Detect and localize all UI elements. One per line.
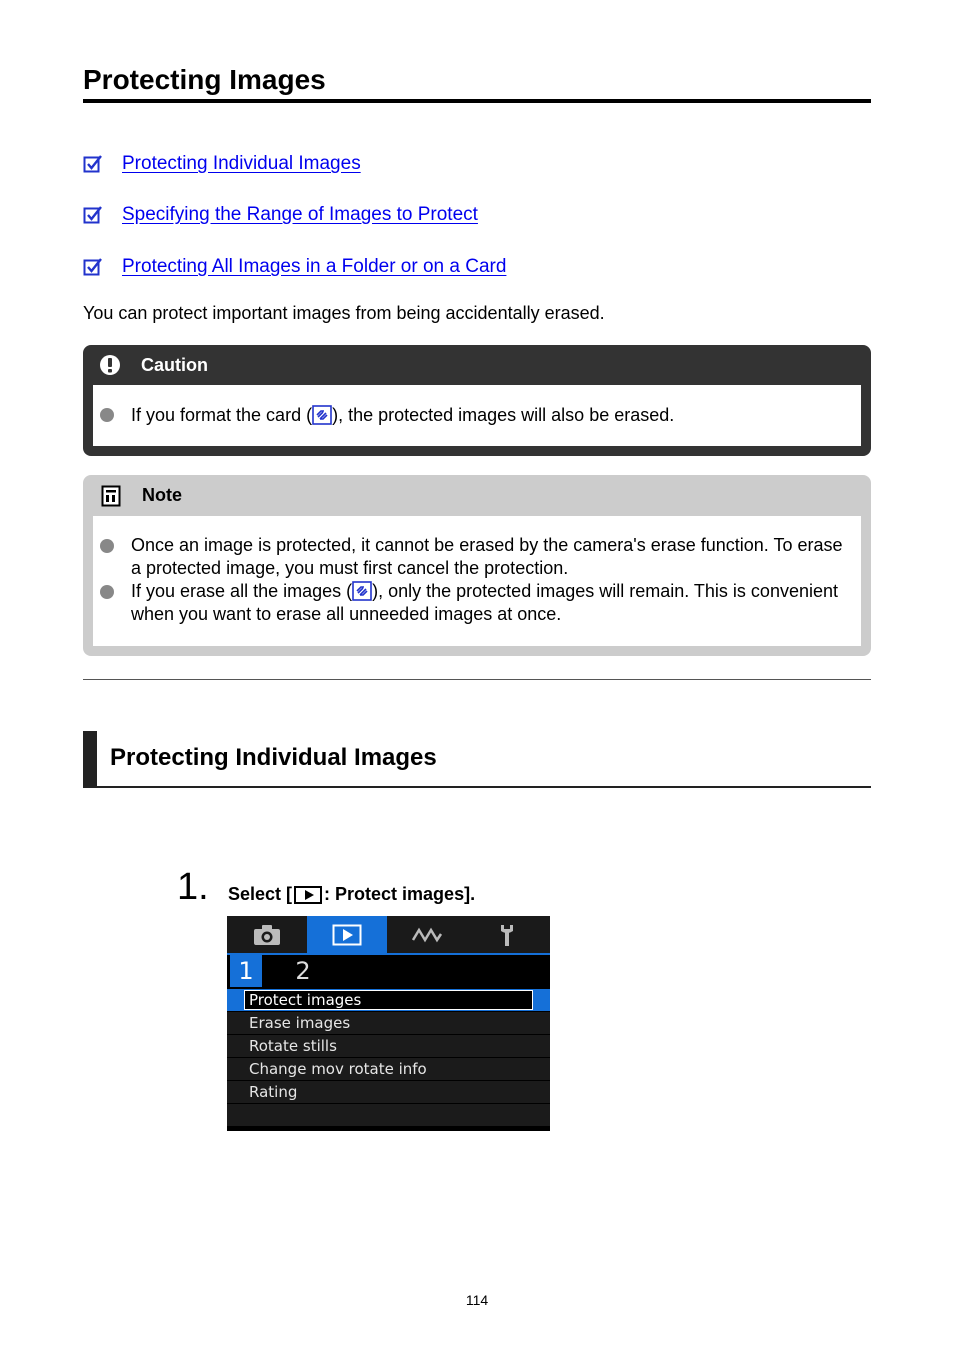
exclamation-icon bbox=[99, 354, 121, 376]
wrench-icon bbox=[498, 923, 516, 947]
step-instruction bbox=[228, 884, 475, 905]
bullet bbox=[100, 408, 114, 422]
toc-item[interactable] bbox=[83, 254, 506, 280]
checkbox-arrow-icon bbox=[83, 205, 103, 225]
camera-page-row bbox=[227, 955, 550, 989]
toc-item[interactable] bbox=[83, 151, 361, 177]
step-suffix: : Protect images]. bbox=[324, 884, 476, 904]
wave-icon bbox=[411, 926, 443, 944]
camera-icon bbox=[253, 924, 281, 946]
checkbox-arrow-icon bbox=[83, 257, 103, 277]
camera-tab-bar bbox=[227, 916, 550, 953]
caution-heading: Caution bbox=[141, 354, 208, 375]
custom-tab bbox=[387, 916, 467, 953]
note-body bbox=[93, 516, 861, 646]
note-header bbox=[83, 475, 182, 516]
playback-icon bbox=[332, 924, 362, 946]
playback-icon bbox=[294, 886, 322, 904]
page-tab-2: 2 bbox=[295, 957, 311, 985]
note-heading: Note bbox=[142, 485, 182, 505]
menu-item-empty bbox=[227, 1104, 550, 1126]
camera-tab bbox=[227, 916, 307, 953]
caution-text-before: If you format the card ( bbox=[131, 405, 313, 425]
step-prefix: Select [ bbox=[228, 884, 293, 904]
title-rule bbox=[83, 99, 871, 103]
caution-box bbox=[83, 345, 871, 456]
section-title: Protecting Individual Images bbox=[110, 744, 437, 771]
checkbox-arrow-icon bbox=[83, 154, 103, 174]
menu-item-change-mov-rotate: Change mov rotate info bbox=[227, 1058, 550, 1080]
note-item bbox=[131, 580, 851, 626]
section-bar bbox=[83, 731, 97, 788]
memo-icon bbox=[101, 485, 121, 507]
toc-link-protecting-individual-images[interactable]: Protecting Individual Images bbox=[122, 153, 361, 174]
caution-item bbox=[131, 404, 851, 427]
note-text-after: ), only the protected images will remain. This is convenient when you want to erase all unneeded images at once. bbox=[131, 581, 838, 624]
toc-item[interactable] bbox=[83, 202, 478, 228]
note-item: Once an image is protected, it cannot be erased by the camera's erase function. To erase a protected image, you must first cancel the protection. bbox=[131, 535, 843, 578]
caution-body bbox=[93, 385, 861, 446]
page-title: Protecting Images bbox=[83, 64, 326, 95]
link-icon[interactable] bbox=[312, 405, 332, 425]
caution-header bbox=[83, 345, 208, 385]
menu-item-label: Protect images bbox=[244, 990, 533, 1010]
divider bbox=[83, 679, 871, 680]
link-icon[interactable] bbox=[352, 581, 372, 601]
camera-menu-screenshot bbox=[227, 916, 550, 1131]
intro-text: You can protect important images from being accidentally erased. bbox=[83, 303, 605, 323]
playback-tab bbox=[307, 916, 387, 953]
page-number: 114 bbox=[465, 1292, 489, 1308]
toc-link-specifying-range[interactable]: Specifying the Range of Images to Protect bbox=[122, 204, 478, 225]
menu-item-rating: Rating bbox=[227, 1081, 550, 1103]
menu-item-rotate-stills: Rotate stills bbox=[227, 1035, 550, 1057]
note-box bbox=[83, 475, 871, 656]
bullet bbox=[100, 539, 114, 553]
section-rule bbox=[83, 786, 871, 788]
menu-item-erase-images: Erase images bbox=[227, 1012, 550, 1034]
caution-text-after: ), the protected images will also be erased. bbox=[332, 405, 675, 425]
setup-tab bbox=[467, 916, 547, 953]
menu-item-protect-images bbox=[227, 989, 550, 1011]
toc-link-protecting-all-images[interactable]: Protecting All Images in a Folder or on a Card bbox=[122, 256, 507, 277]
step-number: 1. bbox=[177, 866, 209, 908]
bullet bbox=[100, 585, 114, 599]
note-text-before: If you erase all the images ( bbox=[131, 581, 353, 601]
page-tab-1: 1 bbox=[230, 955, 262, 987]
